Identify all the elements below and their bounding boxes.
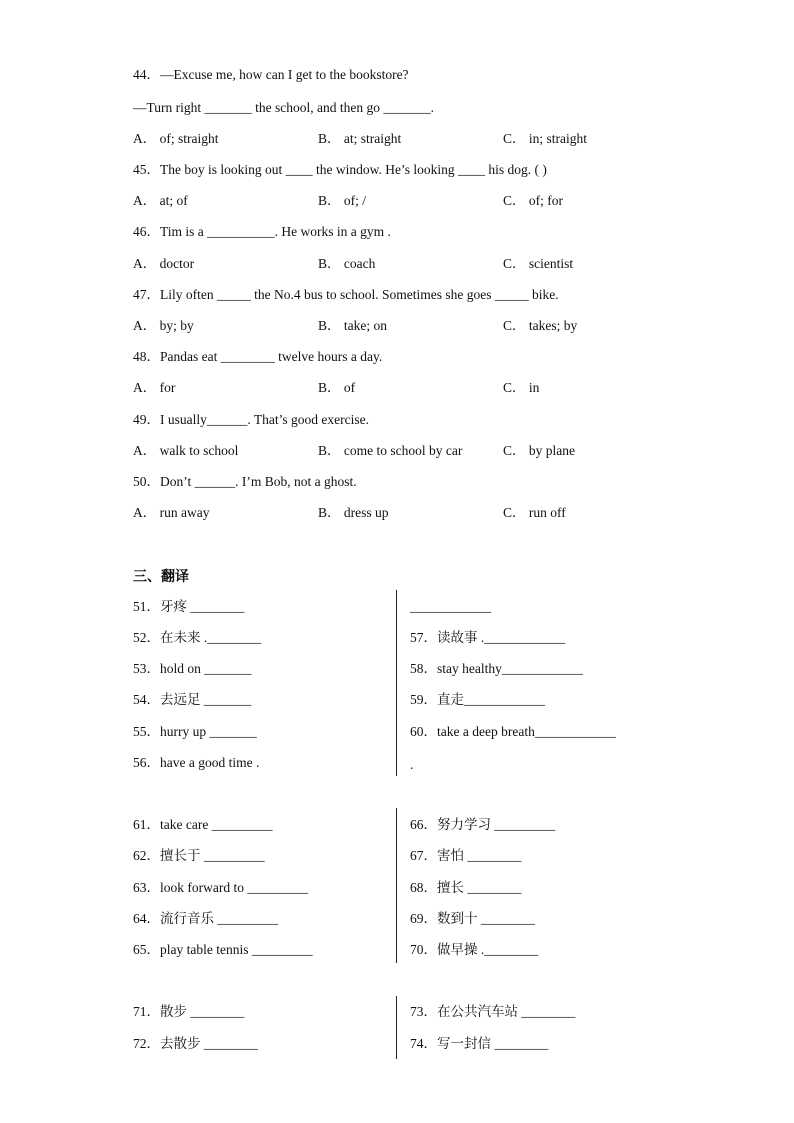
translation-item-65: 65．play table tennis _________ bbox=[133, 942, 313, 957]
answer-blank: ____________ bbox=[410, 599, 491, 614]
translation-item-74: 74．写一封信 ________ bbox=[410, 1036, 549, 1051]
option-a: A． doctor bbox=[133, 256, 195, 271]
option-b: B． take; on bbox=[318, 318, 387, 333]
translation-item-64: 64．流行音乐 _________ bbox=[133, 911, 279, 926]
translation-item-62: 62．擅长于 _________ bbox=[133, 848, 265, 863]
translation-item-71: 71．散步 ________ bbox=[133, 1004, 245, 1019]
translation-item-60: 60．take a deep breath____________ bbox=[410, 724, 616, 739]
question-line: —Turn right _______ the school, and then go _______. bbox=[133, 100, 434, 115]
translation-item-69: 69．数到十 ________ bbox=[410, 911, 535, 926]
translation-item-56: 56．have a good time . bbox=[133, 755, 260, 770]
option-a: A． at; of bbox=[133, 193, 188, 208]
option-c: C． by plane bbox=[503, 443, 575, 458]
question-line: 49．I usually______. That’s good exercise. bbox=[133, 412, 369, 427]
option-c: C． of; for bbox=[503, 193, 563, 208]
option-b: B． come to school by car bbox=[318, 443, 463, 458]
stray-dot: . bbox=[410, 757, 414, 772]
translation-item-63: 63．look forward to _________ bbox=[133, 880, 309, 895]
option-b: B． coach bbox=[318, 256, 376, 271]
translation-item-55: 55．hurry up _______ bbox=[133, 724, 257, 739]
translation-item-72: 72．去散步 ________ bbox=[133, 1036, 258, 1051]
question-line: 48．Pandas eat ________ twelve hours a day. bbox=[133, 349, 383, 364]
option-b: B． of; / bbox=[318, 193, 367, 208]
question-line: 44．—Excuse me, how can I get to the bookstore? bbox=[133, 67, 409, 82]
option-c: C． in; straight bbox=[503, 131, 587, 146]
translation-item-54: 54．去远足 _______ bbox=[133, 692, 252, 707]
option-c: C． run off bbox=[503, 505, 566, 520]
column-divider bbox=[396, 590, 397, 776]
option-c: C． scientist bbox=[503, 256, 574, 271]
translation-item-70: 70．做早操 .________ bbox=[410, 942, 539, 957]
section-title: 三、翻译 bbox=[133, 569, 189, 585]
translation-item-53: 53．hold on _______ bbox=[133, 661, 252, 676]
option-a: A． walk to school bbox=[133, 443, 239, 458]
translation-item-67: 67．害怕 ________ bbox=[410, 848, 522, 863]
option-a: A． run away bbox=[133, 505, 210, 520]
option-b: B． at; straight bbox=[318, 131, 402, 146]
question-line: 45．The boy is looking out ____ the window. He’s looking ____ his dog. ( ) bbox=[133, 162, 547, 177]
option-a: A． for bbox=[133, 380, 176, 395]
translation-item-58: 58．stay healthy____________ bbox=[410, 661, 583, 676]
question-line: 47．Lily often _____ the No.4 bus to school. Sometimes she goes _____ bike. bbox=[133, 287, 559, 302]
translation-item-73: 73．在公共汽车站 ________ bbox=[410, 1004, 576, 1019]
translation-item-61: 61．take care _________ bbox=[133, 817, 273, 832]
column-divider bbox=[396, 808, 397, 963]
option-b: B． of bbox=[318, 380, 356, 395]
option-a: A． of; straight bbox=[133, 131, 219, 146]
translation-item-52: 52．在未来 .________ bbox=[133, 630, 262, 645]
translation-item-51: 51．牙疼 ________ bbox=[133, 599, 245, 614]
translation-item-57: 57．读故事 .____________ bbox=[410, 630, 566, 645]
translation-item-66: 66．努力学习 _________ bbox=[410, 817, 556, 832]
translation-item-68: 68．擅长 ________ bbox=[410, 880, 522, 895]
column-divider bbox=[396, 996, 397, 1059]
question-line: 50．Don’t ______. I’m Bob, not a ghost. bbox=[133, 474, 357, 489]
option-c: C． in bbox=[503, 380, 540, 395]
question-line: 46．Tim is a __________. He works in a gym . bbox=[133, 224, 391, 239]
translation-item-59: 59．直走____________ bbox=[410, 692, 545, 707]
option-c: C． takes; by bbox=[503, 318, 578, 333]
option-b: B． dress up bbox=[318, 505, 389, 520]
option-a: A． by; by bbox=[133, 318, 194, 333]
